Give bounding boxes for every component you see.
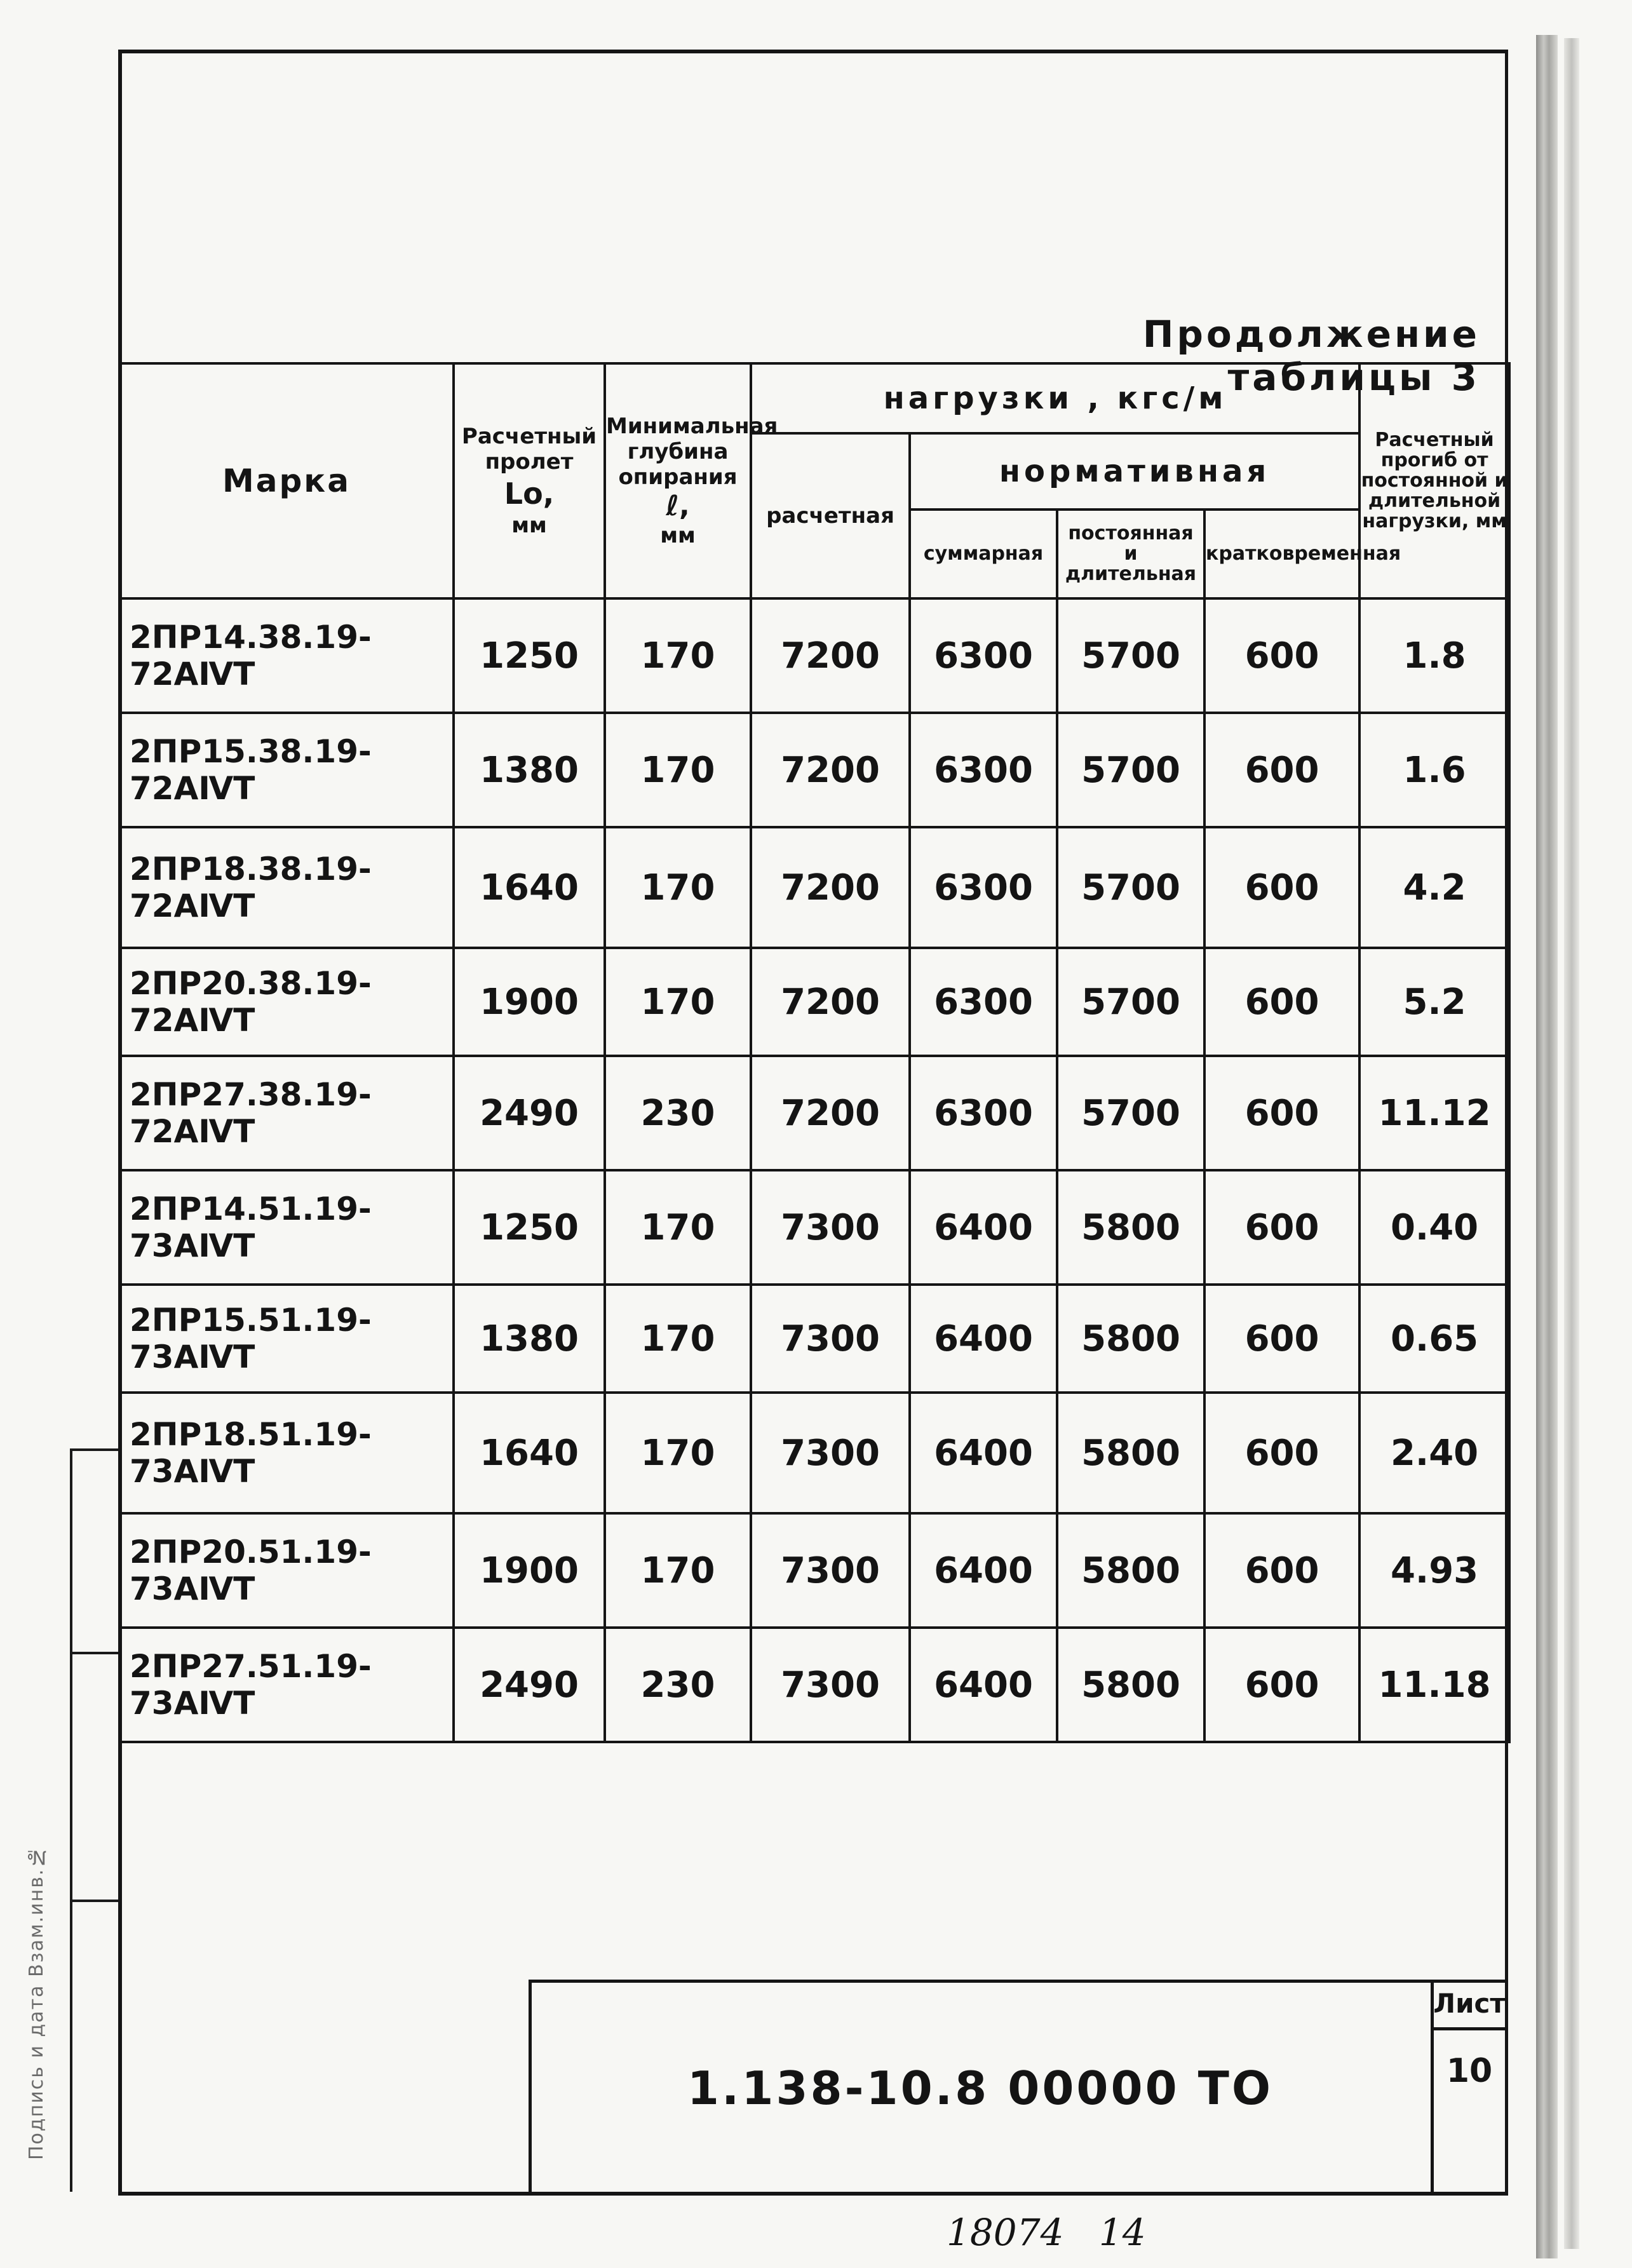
cell-total: 6400 [910, 1513, 1057, 1628]
cell-permanent: 5800 [1057, 1513, 1204, 1628]
cell-permanent: 5800 [1057, 1285, 1204, 1393]
margin-stamp-text: Подпись и дата Взам.инв.№ [25, 1844, 48, 2160]
cell-mark: 2ПР14.38.19-72АⅣТ [119, 598, 454, 713]
cell-short: 600 [1204, 1285, 1359, 1393]
cell-design: 7200 [751, 948, 910, 1056]
cell-span: 2490 [454, 1056, 605, 1170]
cell-depth: 170 [605, 1285, 751, 1393]
header-loads-group: нагрузки , кгс/м [751, 363, 1359, 433]
cell-permanent: 5700 [1057, 598, 1204, 713]
cell-short: 600 [1204, 598, 1359, 713]
cell-design: 7200 [751, 1056, 910, 1170]
cell-span: 1250 [454, 598, 605, 713]
cell-deflection: 0.40 [1359, 1170, 1509, 1285]
scan-edge-shadow [1536, 35, 1558, 2258]
cell-mark: 2ПР15.51.19-73АⅣТ [119, 1285, 454, 1393]
cell-span: 1640 [454, 1393, 605, 1513]
cell-total: 6400 [910, 1393, 1057, 1513]
cell-mark: 2ПР20.51.19-73АⅣТ [119, 1513, 454, 1628]
header-permanent: постоянная и длительная [1057, 510, 1204, 598]
cell-mark: 2ПР15.38.19-72АⅣТ [119, 713, 454, 827]
scan-edge-shadow-secondary [1564, 38, 1579, 2249]
cell-design: 7300 [751, 1628, 910, 1742]
cell-total: 6400 [910, 1285, 1057, 1393]
cell-total: 6300 [910, 1056, 1057, 1170]
cell-deflection: 4.93 [1359, 1513, 1509, 1628]
cell-total: 6400 [910, 1628, 1057, 1742]
table-row [119, 1393, 1509, 1513]
cell-design: 7300 [751, 1170, 910, 1285]
cell-mark: 2ПР27.51.19-73АⅣТ [119, 1628, 454, 1742]
cell-short: 600 [1204, 1393, 1359, 1513]
header-span [454, 363, 605, 598]
sheet-number: 10 [1446, 2052, 1493, 2090]
header-depth-title: Минимальная глубина опирания [606, 414, 778, 490]
table-row [119, 948, 1509, 1056]
cell-span: 2490 [454, 1628, 605, 1742]
cell-depth: 170 [605, 713, 751, 827]
cell-span: 1250 [454, 1170, 605, 1285]
header-depth-unit: мм [660, 523, 696, 548]
cell-deflection: 1.6 [1359, 713, 1509, 827]
cell-deflection: 2.40 [1359, 1393, 1509, 1513]
header-span-unit: мм [511, 513, 547, 538]
table-row [119, 1170, 1509, 1285]
header-normative-group: нормативная [910, 433, 1359, 510]
header-design: расчетная [751, 433, 910, 598]
cell-design: 7300 [751, 1285, 910, 1393]
cell-mark: 2ПР20.38.19-72АⅣТ [119, 948, 454, 1056]
cell-deflection: 4.2 [1359, 827, 1509, 948]
handwritten-note: 18074 14 [947, 2211, 1146, 2254]
header-deflection: Расчетный прогиб от постоянной и длительной нагрузки, мм [1359, 363, 1509, 598]
cell-depth: 170 [605, 1170, 751, 1285]
cell-permanent: 5800 [1057, 1628, 1204, 1742]
cell-deflection: 11.18 [1359, 1628, 1509, 1742]
cell-deflection: 5.2 [1359, 948, 1509, 1056]
cell-depth: 170 [605, 1393, 751, 1513]
cell-depth: 170 [605, 1513, 751, 1628]
header-total: суммарная [910, 510, 1057, 598]
cell-design: 7200 [751, 598, 910, 713]
cell-total: 6300 [910, 598, 1057, 713]
specification-table [118, 362, 1511, 1743]
header-depth [605, 363, 778, 598]
cell-mark: 2ПР27.38.19-72АⅣТ [119, 1056, 454, 1170]
cell-short: 600 [1204, 713, 1359, 827]
margin-stamp-divider [70, 1900, 118, 1902]
cell-span: 1380 [454, 1285, 605, 1393]
header-span-title: Расчетный пролет [461, 424, 597, 475]
cell-design: 7200 [751, 713, 910, 827]
cell-deflection: 0.65 [1359, 1285, 1509, 1393]
cell-span: 1900 [454, 948, 605, 1056]
document-code: 1.138-10.8 00000 ТО [687, 2062, 1274, 2115]
cell-design: 7200 [751, 827, 910, 948]
cell-total: 6300 [910, 827, 1057, 948]
cell-span: 1900 [454, 1513, 605, 1628]
cell-permanent: 5700 [1057, 827, 1204, 948]
table-row [119, 827, 1509, 948]
cell-span: 1380 [454, 713, 605, 827]
margin-stamp-divider [70, 1652, 118, 1654]
header-span-symbol: Lo, [504, 476, 555, 511]
table-caption: Продолжение таблицы 3 [1142, 313, 1480, 399]
cell-depth: 170 [605, 948, 751, 1056]
cell-short: 600 [1204, 1513, 1359, 1628]
cell-permanent: 5800 [1057, 1393, 1204, 1513]
cell-short: 600 [1204, 1056, 1359, 1170]
cell-depth: 170 [605, 598, 751, 713]
cell-permanent: 5700 [1057, 713, 1204, 827]
table-row [119, 713, 1509, 827]
header-mark: Марка [119, 363, 454, 598]
cell-deflection: 1.8 [1359, 598, 1509, 713]
cell-total: 6400 [910, 1170, 1057, 1285]
table-row [119, 1513, 1509, 1628]
cell-total: 6300 [910, 713, 1057, 827]
cell-permanent: 5800 [1057, 1170, 1204, 1285]
table-row [119, 598, 1509, 713]
cell-design: 7300 [751, 1513, 910, 1628]
cell-span: 1640 [454, 827, 605, 948]
cell-mark: 2ПР14.51.19-73АⅣТ [119, 1170, 454, 1285]
cell-total: 6300 [910, 948, 1057, 1056]
cell-depth: 230 [605, 1056, 751, 1170]
cell-short: 600 [1204, 948, 1359, 1056]
cell-depth: 230 [605, 1628, 751, 1742]
cell-mark: 2ПР18.38.19-72АⅣТ [119, 827, 454, 948]
sheet-label: Лист [1431, 1980, 1508, 2030]
cell-deflection: 11.12 [1359, 1056, 1509, 1170]
cell-short: 600 [1204, 827, 1359, 948]
cell-design: 7300 [751, 1393, 910, 1513]
table-row [119, 1285, 1509, 1393]
header-short-term: кратковременная [1204, 510, 1359, 598]
cell-mark: 2ПР18.51.19-73АⅣТ [119, 1393, 454, 1513]
cell-short: 600 [1204, 1170, 1359, 1285]
cell-short: 600 [1204, 1628, 1359, 1742]
table-row [119, 1628, 1509, 1742]
cell-depth: 170 [605, 827, 751, 948]
cell-permanent: 5700 [1057, 1056, 1204, 1170]
header-depth-symbol: ℓ, [666, 490, 690, 522]
margin-stamp-strip [70, 1448, 118, 2192]
cell-permanent: 5700 [1057, 948, 1204, 1056]
table-row [119, 1056, 1509, 1170]
